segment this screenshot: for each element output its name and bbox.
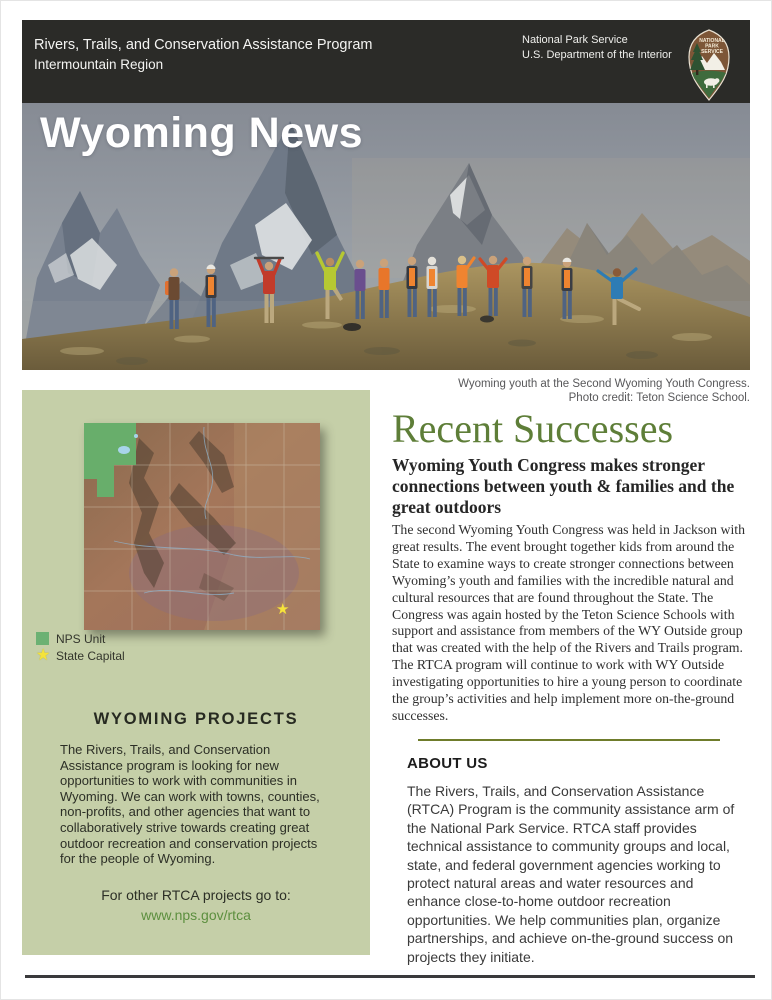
capital-star-icon: ★ <box>276 601 290 618</box>
legend-item-state-capital <box>36 647 125 664</box>
rtca-website-link[interactable]: www.nps.gov/rtca <box>141 907 251 923</box>
about-body: The Rivers, Trails, and Conservation Assistance (RTCA) Program is the community assistance arm of the National Park Service. RTCA staff provides technical assistance to community groups and local, state, and federal government agencies working to protect natural areas and water resources and enhance close-to-home outdoor recreation opportunities. We help communities plan, organize partnerships, and achieve on-the-ground success on projects they initiate. <box>407 782 735 965</box>
map-legend <box>36 630 125 664</box>
projects-body: The Rivers, Trails, and Conservation Assistance program is looking for new opportunities to work with communities in Wyoming. We can work with towns, counties, non-profits, and other agencies that want to collaboratively strive towards creating great outdoor recreation and conservation projects for the people of Wyoming. <box>60 742 320 867</box>
state-capital-star-icon: ★ <box>36 647 51 664</box>
program-region: Intermountain Region <box>34 57 164 72</box>
hero-photo <box>22 103 750 370</box>
caption-line-2: Photo credit: Teton Science School. <box>568 392 750 404</box>
about-section-divider <box>418 739 720 741</box>
caption-line-1: Wyoming youth at the Second Wyoming Youth Congress. <box>458 378 750 390</box>
legend-label: State Capital <box>56 648 125 663</box>
section-title: Recent Successes <box>392 406 674 451</box>
program-name: Rivers, Trails, and Conservation Assistance Program <box>34 37 373 53</box>
projects-link-row <box>22 907 370 925</box>
legend-item-nps-unit <box>36 630 125 647</box>
footer-rule <box>25 975 755 978</box>
legend-label: NPS Unit <box>56 631 106 646</box>
projects-heading: WYOMING PROJECTS <box>93 710 299 728</box>
newsletter-title: Wyoming News <box>40 109 363 157</box>
wyoming-map-illustration <box>84 423 320 630</box>
logo-word-park: PARK <box>705 43 719 50</box>
sidebar-panel <box>22 390 370 955</box>
header-banner <box>22 20 750 103</box>
about-heading: ABOUT US <box>407 754 488 772</box>
projects-cta: For other RTCA projects go to: <box>101 887 291 903</box>
agency-block <box>522 33 672 62</box>
program-title-block <box>34 35 372 74</box>
photo-caption <box>392 377 750 405</box>
logo-word-service: SERVICE <box>701 49 723 56</box>
agency-name: National Park Service <box>522 34 628 46</box>
main-column <box>392 402 750 966</box>
logo-word-national: NATIONAL <box>699 38 725 44</box>
nps-unit-swatch-icon <box>36 632 49 645</box>
article-title: Wyoming Youth Congress makes stronger connections between youth & families and the great outdoors <box>392 455 735 517</box>
agency-department: U.S. Department of the Interior <box>522 48 672 61</box>
nps-arrowhead-logo-icon <box>686 29 732 101</box>
wyoming-relief-map <box>84 423 320 630</box>
article-body: The second Wyoming Youth Congress was held in Jackson with great results. The event brought together kids from around the State to examine ways to create stronger connections between Wyoming’s youth and families with the incredible natural and cultural resources that are found throughout the State. The Congress was again hosted by the Teton Science Schools with support and assistance from members of the WY Outside group that was created with the help of the Rivers and Trails program. The RTCA program will continue to work with WY Outside investigating opportunities to hire a young person to coordinate the group’s activities and help implement more on-the-ground successes. <box>392 522 746 723</box>
about-section <box>407 755 747 966</box>
